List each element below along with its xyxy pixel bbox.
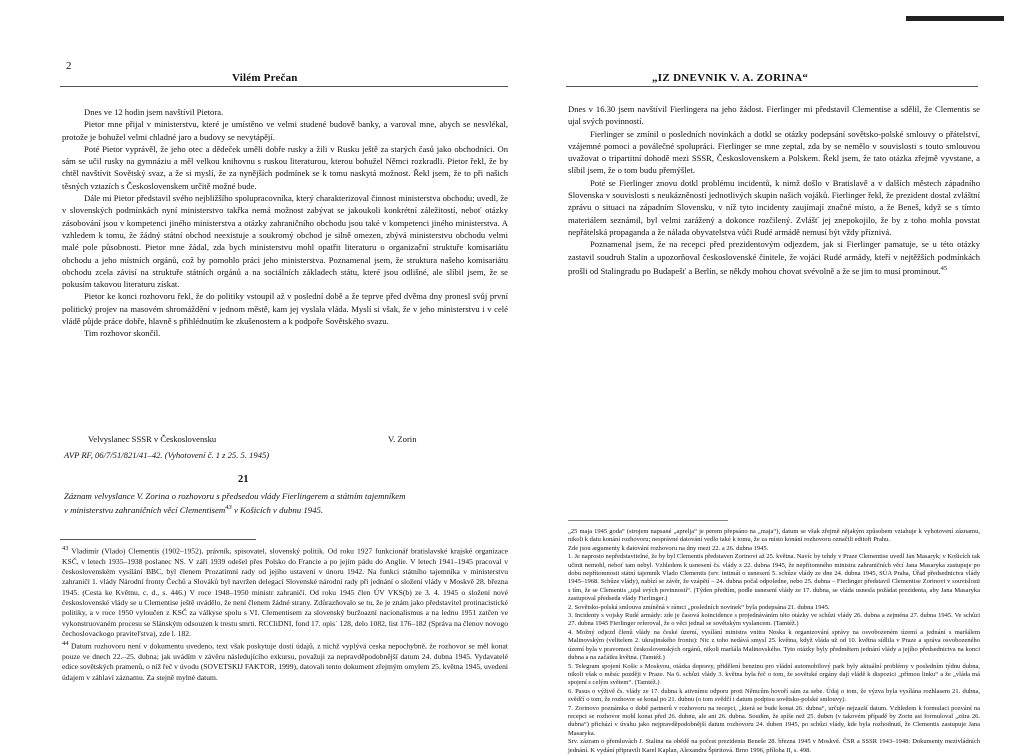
note-paragraph: 7. Zorinovo poznámka o době partnerů v rozhovoru na recepci, „která se bude konat 26. dubna“, určuje nejzazší datum. Vzhledem k formulaci pozvání na recepci se rozhovor mohl konat před 26. dubnu, ale ani 26. dubna. Soudím, že spíše než 25. duben (v takovém případě by Zorin asi formuloval „zítra 26. dubna“) přichází v úvahu jako nejpravděpodobnější datum rozhovoru 24. duben 1945, po schůzi vlády, kde byla rozhodnutí, že Clementis zastupuje Jana Masaryka. (568, 704, 980, 737)
footnote: 43 Vladimír (Vlado) Clementis (1902–1952), právník, spisovatel, slovenský politik. Od roku 1927 funkcionář bratislavské krajské organizace KSČ, v letech 1935–1938 poslanec NS. V září 1939 odešel přes Polsko do Francie a po jejím pádu do Anglie. V letech 1941–1945 pracoval v československém vysílání BBC, byl členem Prozatímní rady od jejího ustavení v únoru 1942. Na funkci státního tajemníka v ministerstvu zahraničí 1. vlády Národní fronty Čechů a Slováků byl navržen delegací Slovenské národní rady při jednání o složení vlády v Moskvě 28. března 1945. (Cesta ke Květnu, c. d., s. 446.) V roce 1948–1950 ministr zahraničí. Od roku 1945 člen ÚV VKS(b) ze 3. 4. 1945 o složení nové československé vlády se u Clementise ještě uvádělo, že není členem žádné strany. Zdůrazňovalo se tu, že je znám jako představitel protinacistické politiky, a v roce 1950 vyloučen z KSČ za válkyse spolu s VI. Clementisem za slovenský buržoazní nacionalismus a na lednu 1951 zatčen ve vykonstruovaném procesu se Slánským odsouzen k trestu smrti. RCCliDNI, fond 17. opis´ 128, delo 1082, list 176–182 (Správa na členov novogo čechoslovackogo pravitel'stva), zde l. 182. (62, 545, 508, 638)
paragraph: Poznamenal jsem, že na recepci před prezidentovým odjezdem, jak si Fierlinger pamatuje, se u této otázky zastavil soudruh Stalin a upozorňoval československé činitele, že vojáci Rudé armády, kteří v nejtěžších podmínkách prošli od Stalingradu po Budapešť a Berlín, se někdy mohou chovat svévolně a že se jim to musí prominout.$^{45}$ (568, 239, 980, 276)
footnote-rule (60, 539, 256, 540)
header-rule-left (60, 86, 508, 87)
header-rule-right (566, 86, 978, 87)
note-paragraph: Srv. zázram o přemluvách J. Stalina na obědě na počest prezidenta Beneše 28. března 1945 v Moskvě. ČSR a SSSR 1943–1948: Dokumenty mezivládních jednání. K vydání připravili Karel Kaplan, Alexandra Špiritová. Brno 1996, příloha II, s. 498. (568, 738, 980, 754)
paragraph: Fierlinger se zmínil o posledních novinkách a dotkl se otázky podepsání sovětsko-polské smlouvy o přátelství, vzájemné pomoci a poválečné spolupráci. Fierlinger se mne zeptal, zda by se nemělo v souvislosti s touto smlouvou uvažovat o tripartitní dohodě mezi SSSR, Československem a Polskem. Řekl jsem, že tato otázka zřejmě vyvstane, a slíbil jsem, že o tom budu přemýšlet. (568, 128, 980, 176)
document-title-line: v ministerstvu zahraničních věcí Clementisem$^{43}$ v Košicích v dubnu 1945. (64, 504, 324, 515)
note-paragraph: 2. Sovětsko-polská smlouva zmíněná v rámci „posledních novinek“ byla podepsána 21. dubna 1945. (568, 603, 830, 611)
footnote: 44 Datum rozhovoru není v dokumentu uvedeno, text však poskytuje dosti údajů, z nichž vyplývá ceska nepochybně, že rozhovor se měl konat pouze ve dnech 22.–25. dubna; jak uvádím v závěru následujícího exkursu, považuji za nepravděpodobnější datum 24. dubna 1945. Vydavatelé edice sovětských pramenů, o níž řeč v úvodu (SOVETSKIJ FAKTOR, 1999), datovali tento dokument zřejmým omylem 25. května 1945, uvedeni údajem v záhlaví záznamu. Za stejně mylné datum. (62, 640, 508, 682)
paragraph: Dnes ve 12 hodin jsem navštívil Pietora. (84, 107, 224, 117)
note-paragraph: Zde jsou argumenty k datování rozhovoru na dny mezi 22. a 26. dubna 1945. (568, 544, 769, 552)
page-number: 2 (66, 60, 72, 72)
note-paragraph: 4. Možný odjezd členů vlády na české území, vysílání ministra vnitra Noska k organizování správy na osvobozeném území a jednání s maršálem Malinovským (velitelem 2. ukrajinského frontu): Nic z toho nedává smysl 25. května, když vláda už od 10. května sídlila v Praze a správa osvobozeného území byla v pravomoci československých orgánů, nikoli maršála Malinovského. Tyto otázky byly předmětem jednání vlády a jejího předsednictva na konci dubna a na začátku května. (Tamtéž.) (568, 628, 980, 662)
paragraph: Pietor mne přijal v ministerstvu, které je umístěno ve velmi studené budově banky, a varoval mne, abych se nesvlékal, protože je bohužel velmi chladné jaro a budovy se nevytápějí. (62, 119, 508, 142)
footnote-mark: 45 (940, 264, 948, 272)
running-header-author: Vilém Prečan (232, 72, 298, 84)
notes-separator (568, 520, 728, 521)
top-scan-bar (906, 16, 1004, 21)
paragraph: Dále mi Pietor představil svého nejbližšího spolupracovníka, který charakterizoval činnost ministerstva obchodu; uvedl, že v slovenských podmínkách nyní ministerstvo takřka nemá možnost zabývat se jakoukoli konkrétní záležitostí, neboť otázky zásobování jsou v kompetenci jiného ministerstva a otázky zahraničního obchodu jsou také v kompetenci jiného ministerstva. A vzhledem k tomu, že žádný státní obchod neexistuje a soukromý obchod je silně omezen, zbývá ministerstvu obchodu velmi malé pole působnosti. Pietor mne žádal, zda bych ministerstvu mohl opatřit literaturu o organizační struktuře komisariátu obchodu a jeho místních orgánů, což by pomohlo práci jeho ministerstva. Poznamenal jsem, že struktura našeho komisariátu obchodu zcela závisí na struktuře státních orgánů a na sociálních základech státu, které jsou odlišné, ale slíbil jsem, že se pokusím takovou literaturu získat. (62, 193, 508, 290)
left-body (62, 106, 508, 340)
note-paragraph: 6. Pasus o výživě čs. vlády ze 17. dubna k ativnímu odporu proti Němcům hovoří sám za sebe. Údaj o tom, že výzva byla vysílána rozhlasem 21. dubna, svědčí o tom, že rozhovor se konal po 21. dubnu (o tom svědčí i datum podpisu sovětsko-polské smlouvy). (568, 687, 980, 704)
note-paragraph: 1. Je naprosto nepředstavitelné, že by byl Clementis představen Zorinovi až 25. května. Navíc by tehdy v Praze Clementise uvedl Jan Masaryk; v Košicích tak učinit nemohl, neboť tam nebyl. Vzhledem k usnesení čs. vlády z 22. dubna 1945, že nepřítomného ministra zahraničních věcí Jana Masaryka zastupuje po dobu nepřítomnosti státní tajemník Vlado Clementis (srv. intimát o usnesení 5. schůze vlády ze dne 24. dubna 1945, SÚA Praha, Úřad předsednictva vlády 1945–1968. Schůze vlády), nabízí se závěr, že vzápětí – 24. dubna počal odpoledne, nebo 25. dubna – Fierlinger představil Clementise Zorinovi v souvislosti s tím, že se Clementis „ujal svých povinností“. (Týden předtím, podle usnesení vlády ze 17. dubna, se vláda usnesla požádat prezidenta, aby Jana Masaryka zastupoval předseda vlády Fierlinger.) (568, 553, 980, 603)
running-header-title: „IZ DNEVNIK V. A. ZORINA“ (652, 72, 809, 84)
paragraph: Pietor ke konci rozhovoru řekl, že do politiky vstoupil až v poslední době a že teprve před dvěma dny pronesl svůj první politický projev na masovém shromáždění v jednom městě, kam jej vyslala vláda. Myslí si však, že v jeho ministerstvu i v celé vládě půjde práce dobře, hlavně s přihlédnutím ke zkušenostem a k podpoře Sovětského svazu. (62, 291, 508, 327)
document-title (64, 490, 510, 516)
signature-title: Velvyslanec SSSR v Československu (88, 434, 217, 444)
document-title-line: Záznam velvyslance V. Zorina o rozhovoru s předsedou vlády Fierlingerem a státním tajemníkem (64, 491, 406, 501)
right-notes (568, 528, 980, 755)
archive-reference: AVP RF, 06/7/51/821/41–42. (Vyhotovení č. 1 z 25. 5. 1945) (64, 450, 270, 460)
paragraph: Poté se Fierlinger znovu dotkl problému incidentů, k nimž došlo v Bratislavě a v dalších městech západního Slovenska v souvislosti s neukázněností jednotlivých skupin našich vojáků. Fierlinger řekl, že prezident dostal zvláštní zprávu o situaci na západním Slovensku, v níž tyto incidenty zaujímají značné místo, a že Beneš, když se s tímto materiálem seznámil, byl velmi zarážený a dokonce rozčilený. Zvlášť jej znepokojilo, že by z toho mohla povstat nepřátelská propaganda a že nálada obyvatelstva vůči Rudé armádě nemusí být vždy příznivá. (568, 177, 980, 237)
paragraph: Poté Pietor vyprávěl, že jeho otec a dědeček uměli dobře rusky a žili v Rusku ještě za starých časů jako obchodníci. On sám se učil rusky na gymnáziu a měl velkou knihovnu s ruskou literaturou, kterou bohužel Němci rozkradli. Pietor řekl, že by chtěl navštívit Sovětský svaz, a že si myslí, že za nynějších podmínek se k tomu naskytá možnost. Řekl jsem, že to při našich těsných vztazích s Československem určitě možné bude. (62, 143, 508, 191)
right-body (568, 103, 980, 277)
paragraph: Dnes v 16.30 jsem navštívil Fierlingera na jeho žádost. Fierlinger mi představil Clementise a sdělil, že Clementis se ujal svých povinností. (568, 104, 980, 127)
paragraph: Tim rozhovor skončil. (84, 328, 161, 339)
footnote-mark: 43 (225, 504, 232, 511)
signature-name: V. Zorin (388, 434, 417, 444)
note-paragraph: 3. Incidenty s vojsky Rudé armády: zde je časová koincidence s projednáváním této otázky ve schůzi vlády 26. dubna a zejména 27. dubna 1945. Ve schůzi 27. dubna 1945 Fierlinger referoval, že o věci jednal se sovětským vyslancem. (Tamtéž.) (568, 612, 980, 628)
footnotes (62, 544, 508, 683)
note-paragraph: 5. Telegram spojení Košic s Moskvou, otázka dopravy, přidělení benzinu pro vládní automobilový park byly aktuální problémy v posledním týdnu dubna, nikoli však o měsíc později v Praze. Na 6. schůzi vlády 3. května byla řeč o tom, že sovětské orgány dají vládě k dispozici „přímou linku“ a že „vláda má spojení s celým světem“. (Tamtéž.) (568, 662, 980, 687)
note-paragraph: „25 maja 1945 goda“ (strojem napsané „aprelja“ je perem přepsáno na „maja“), datum se však zřejmě nějakým způsobem vztahuje k vyhotovení záznamu, nikoli k datu konání rozhovoru; nesprávné datování vedlo také k tomu, že za místo konání rozhovoru označili editoři Prahu. (568, 528, 980, 544)
document-number: 21 (238, 474, 249, 485)
